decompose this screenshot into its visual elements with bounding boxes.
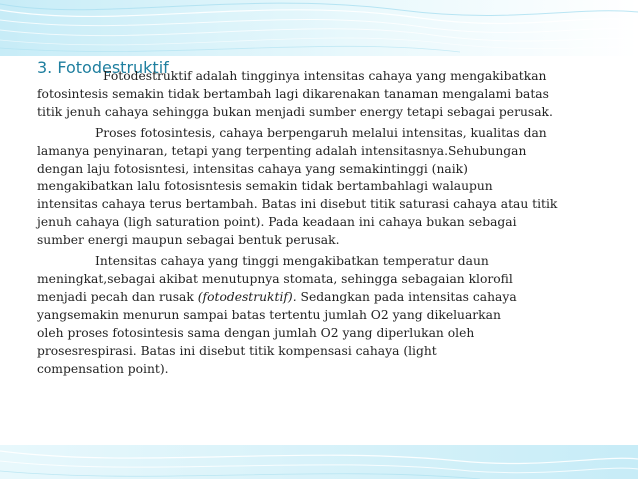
paragraph-2 [37, 125, 607, 250]
paragraph-3 [37, 253, 607, 378]
paragraph-1-line-2: fotosintesis semakin tidak bertambah lagi dikarenakan tanaman mengalami batas [37, 86, 549, 101]
paragraph-3-line-5: oleh proses fotosintesis sama dengan jumlah O2 yang diperlukan oleh [37, 325, 475, 340]
paragraph-1-line-1: Fotodestruktif adalah tingginya intensitas cahaya yang mengakibatkan [103, 69, 547, 83]
paragraph-1 [37, 68, 607, 122]
paragraph-3-line-3-end: Sedangkan pada intensitas cahaya [296, 289, 517, 304]
paragraph-3-line-6: prosesrespirasi. Batas ini disebut titik kompensasi cahaya (light [37, 343, 437, 358]
paragraph-3-line-1: Intensitas cahaya yang tinggi mengakibatkan temperatur daun [95, 254, 489, 269]
paragraph-2-line-7: sumber energi maupun sebagai bentuk perusak. [37, 233, 340, 248]
wave-pattern-top [0, 0, 638, 56]
paragraph-2-line-6: jenuh cahaya (ligh saturation point). Pada keadaan ini cahaya bukan sebagai [37, 215, 517, 230]
slide-body [37, 68, 607, 381]
wave-pattern-bottom [0, 445, 638, 479]
top-decorative-band [0, 0, 638, 56]
paragraph-3-line-3-start: menjadi pecah dan rusak [37, 289, 198, 304]
slide-title: 3. Fotodestruktif [37, 58, 169, 77]
paragraph-2-line-2: lamanya penyinaran, tetapi yang terpenting adalah intensitasnya.Sehubungan [37, 143, 527, 158]
paragraph-3-line-3 [37, 289, 607, 307]
paragraph-2-line-1: Proses fotosintesis, cahaya berpengaruh melalui intensitas, kualitas dan [95, 125, 547, 140]
bottom-decorative-band [0, 445, 638, 479]
paragraph-3-line-4: yangsemakin menurun sampai batas tertentu jumlah O2 yang dikeluarkan [37, 307, 501, 322]
paragraph-3-line-7: compensation point). [37, 361, 169, 376]
fotodestruktif-term: (fotodestruktif). [197, 289, 297, 304]
paragraph-2-line-4: mengakibatkan lalu fotosisntesis semakin tidak bertambahlagi walaupun [37, 179, 493, 194]
paragraph-3-line-2: meningkat,sebagai akibat menutupnya stomata, sehingga sebagaian klorofil [37, 271, 513, 286]
paragraph-2-line-3: dengan laju fotosisntesi, intensitas cahaya yang semakintinggi (naik) [37, 161, 468, 176]
paragraph-2-line-5: intensitas cahaya terus bertambah. Batas ini disebut titik saturasi cahaya atau titik [37, 197, 558, 212]
paragraph-1-line-3: titik jenuh cahaya sehingga bukan menjadi sumber energy tetapi sebagai perusak. [37, 104, 553, 119]
